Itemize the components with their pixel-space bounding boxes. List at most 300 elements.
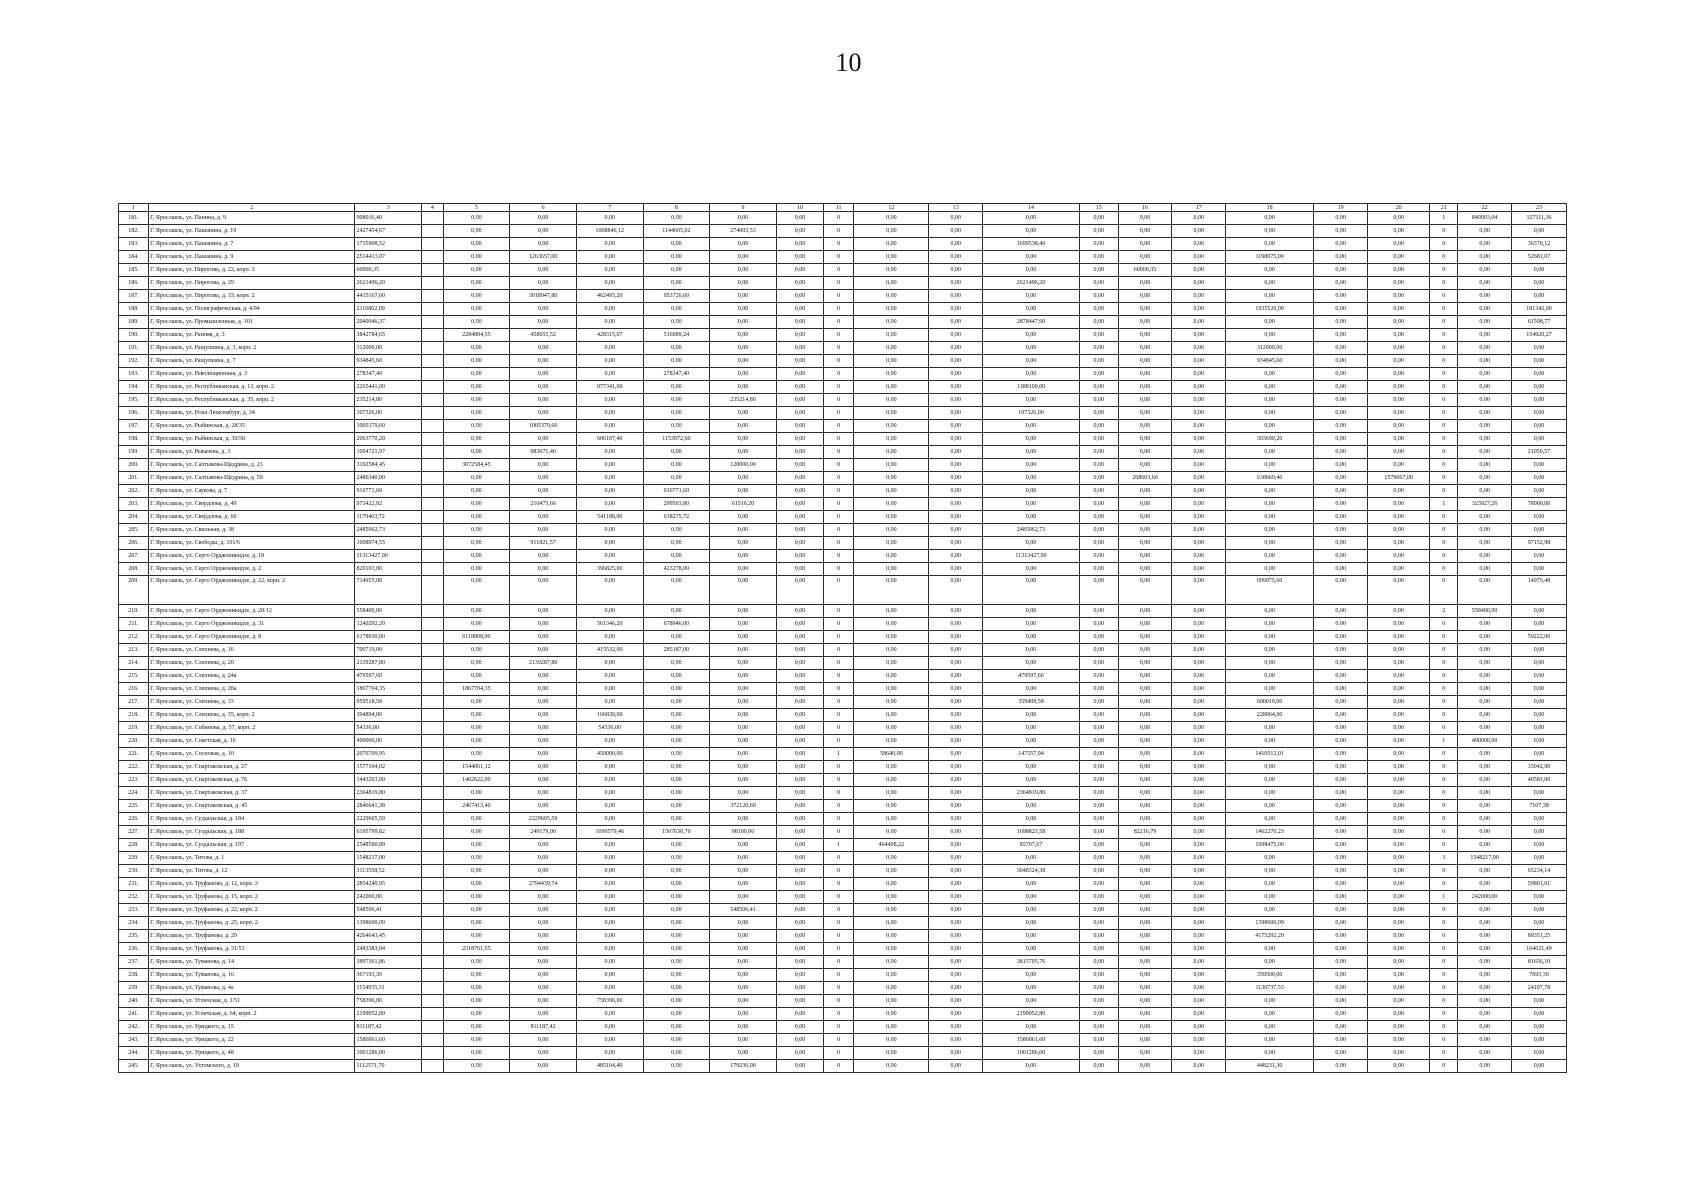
amount-cell: 0,00 (1511, 826, 1566, 839)
amount-cell: 0,00 (929, 930, 983, 943)
amount-cell: 0,00 (983, 605, 1080, 618)
amount-cell: 0,00 (776, 631, 823, 644)
amount-cell: 758396,00 (576, 995, 643, 1008)
amount-cell: 0,00 (1458, 631, 1512, 644)
amount-cell: 0,00 (776, 238, 823, 251)
amount-cell: 0,00 (983, 709, 1080, 722)
amount-cell (422, 342, 443, 355)
amount-cell: 0,00 (1458, 563, 1512, 576)
amount-cell: 0,00 (776, 563, 823, 576)
row-number-cell: 234. (119, 917, 149, 930)
row-number-cell: 225. (119, 800, 149, 813)
amount-cell: 0,00 (576, 537, 643, 550)
table-row (119, 511, 1567, 524)
row-number-cell: 206. (119, 537, 149, 550)
amount-cell: 0,00 (983, 303, 1080, 316)
amount-cell: 548506,41 (710, 904, 777, 917)
amount-cell: 0 (1430, 657, 1458, 670)
amount-cell: 0,00 (510, 238, 577, 251)
amount-cell: 0,00 (1226, 774, 1314, 787)
amount-cell: 0,00 (643, 774, 710, 787)
amount-cell: 0,00 (1118, 969, 1172, 982)
amount-cell: 0,00 (1118, 709, 1172, 722)
row-number-cell: 181. (119, 212, 149, 225)
amount-cell: 2364819,80 (355, 787, 422, 800)
address-cell: Г. Ярославль, ул. Слепнева, д. 20 (149, 657, 355, 670)
amount-cell: 0,00 (854, 722, 929, 735)
amount-cell: 0,00 (1118, 511, 1172, 524)
amount-cell: 0,00 (1367, 485, 1429, 498)
amount-cell: 0,00 (776, 1008, 823, 1021)
amount-cell: 0,00 (929, 943, 983, 956)
row-number-cell: 202. (119, 485, 149, 498)
row-number-cell: 205. (119, 524, 149, 537)
amount-cell: 0,00 (510, 683, 577, 696)
amount-cell: 0 (1430, 839, 1458, 852)
amount-cell: 2265441,00 (355, 381, 422, 394)
amount-cell: 0,00 (1458, 995, 1512, 1008)
amount-cell: 0,00 (1172, 761, 1226, 774)
amount-cell: 0,00 (1226, 891, 1314, 904)
amount-cell: 0,00 (1226, 852, 1314, 865)
amount-cell: 0,00 (1079, 865, 1118, 878)
amount-cell: 0,00 (1079, 511, 1118, 524)
amount-cell: 0 (824, 342, 854, 355)
column-number-header: 19 (1314, 204, 1368, 212)
amount-cell: 0,00 (1079, 605, 1118, 618)
amount-cell: 0,00 (1458, 537, 1512, 550)
amount-cell: 0,00 (1458, 433, 1512, 446)
amount-cell: 0,00 (1226, 238, 1314, 251)
amount-cell: 0,00 (710, 303, 777, 316)
amount-cell: 0,00 (1172, 956, 1226, 969)
amount-cell: 0 (824, 290, 854, 303)
amount-cell: 0,00 (776, 342, 823, 355)
amount-cell: 0,00 (443, 394, 510, 407)
column-number-header: 16 (1118, 204, 1172, 212)
amount-cell: 0,00 (710, 735, 777, 748)
column-number-header: 20 (1367, 204, 1429, 212)
amount-cell: 2846641,38 (355, 800, 422, 813)
row-number-cell: 236. (119, 943, 149, 956)
table-row (119, 813, 1567, 826)
column-number-header: 23 (1511, 204, 1566, 212)
amount-cell: 312000,00 (1226, 342, 1314, 355)
amount-cell: 0,00 (510, 891, 577, 904)
amount-cell: 0,00 (1172, 865, 1226, 878)
amount-cell: 0,00 (1079, 537, 1118, 550)
amount-cell: 0,00 (1314, 605, 1368, 618)
amount-cell: 0,00 (1511, 683, 1566, 696)
table-row (119, 329, 1567, 342)
amount-cell: 0,00 (1172, 394, 1226, 407)
amount-cell: 0,00 (510, 618, 577, 631)
amount-cell: 0,00 (510, 459, 577, 472)
amount-cell (422, 459, 443, 472)
amount-cell: 0,00 (1314, 264, 1368, 277)
amount-cell: 0,00 (1458, 238, 1512, 251)
table-row (119, 368, 1567, 381)
amount-cell: 3113558,52 (355, 865, 422, 878)
amount-cell: 0,00 (929, 787, 983, 800)
amount-cell: 1698823,58 (983, 826, 1080, 839)
amount-cell: 0,00 (929, 891, 983, 904)
amount-cell: 1 (824, 748, 854, 761)
amount-cell (422, 355, 443, 368)
amount-cell: 58640,00 (854, 748, 929, 761)
amount-cell: 6178030,00 (355, 631, 422, 644)
amount-cell: 2318761,55 (443, 943, 510, 956)
amount-cell: 1398600,09 (355, 917, 422, 930)
table-row (119, 670, 1567, 683)
amount-cell: 0,00 (1172, 917, 1226, 930)
amount-cell: 0 (824, 1008, 854, 1021)
amount-cell: 0,00 (576, 368, 643, 381)
amount-cell: 0,00 (643, 787, 710, 800)
amount-cell: 0,00 (1079, 904, 1118, 917)
amount-cell: 0,00 (710, 511, 777, 524)
amount-cell: 278347,40 (355, 368, 422, 381)
amount-cell: 0,00 (1172, 303, 1226, 316)
amount-cell: 0,00 (443, 644, 510, 657)
amount-cell: 11313427,00 (355, 550, 422, 563)
address-cell: Г. Ярославль, ул. Пирогова, д. 29 (149, 277, 355, 290)
amount-cell: 0 (824, 813, 854, 826)
amount-cell: 0,00 (1314, 917, 1368, 930)
amount-cell: 0,00 (854, 381, 929, 394)
amount-cell: 678946,00 (643, 618, 710, 631)
amount-cell: 1144605,02 (643, 225, 710, 238)
amount-cell: 516089,24 (643, 329, 710, 342)
row-number-cell: 197. (119, 420, 149, 433)
amount-cell: 0,00 (929, 618, 983, 631)
table-body (119, 212, 1567, 1073)
amount-cell: 0,00 (1226, 446, 1314, 459)
amount-cell (422, 761, 443, 774)
amount-cell: 0,00 (854, 407, 929, 420)
amount-cell: 0,00 (510, 917, 577, 930)
amount-cell: 490000,00 (1458, 735, 1512, 748)
amount-cell: 0 (1430, 550, 1458, 563)
amount-cell: 0,00 (1226, 563, 1314, 576)
amount-cell: 0,00 (710, 813, 777, 826)
address-cell: Г. Ярославль, ул. Урицкого, д. 22 (149, 1034, 355, 1047)
amount-cell: 0,00 (1511, 813, 1566, 826)
amount-cell: 0,00 (443, 722, 510, 735)
amount-cell: 0 (1430, 329, 1458, 342)
column-number-header: 1 (119, 204, 149, 212)
amount-cell: 0,00 (510, 511, 577, 524)
amount-cell: 0,00 (854, 316, 929, 329)
amount-cell: 0,00 (1314, 420, 1368, 433)
amount-cell: 953726,60 (643, 290, 710, 303)
amount-cell: 0 (1430, 748, 1458, 761)
amount-cell: 0,00 (776, 969, 823, 982)
amount-cell: 0 (1430, 394, 1458, 407)
amount-cell: 0,00 (643, 355, 710, 368)
amount-cell: 1410512,01 (1226, 748, 1314, 761)
amount-cell: 0,00 (443, 917, 510, 930)
amount-cell: 0,00 (1172, 852, 1226, 865)
amount-cell: 699975,60 (1226, 576, 1314, 605)
amount-cell: 0,00 (1367, 1021, 1429, 1034)
table-row (119, 982, 1567, 995)
amount-cell (422, 264, 443, 277)
amount-cell: 0,00 (576, 735, 643, 748)
amount-cell: 0,00 (1118, 839, 1172, 852)
table-row (119, 303, 1567, 316)
amount-cell: 0,00 (776, 537, 823, 550)
amount-cell: 0,00 (1367, 891, 1429, 904)
amount-cell: 0 (824, 722, 854, 735)
amount-cell: 0,00 (854, 1047, 929, 1060)
amount-cell: 0,00 (576, 904, 643, 917)
amount-cell: 0 (1430, 943, 1458, 956)
amount-cell: 0,00 (929, 826, 983, 839)
row-number-cell: 196. (119, 407, 149, 420)
amount-cell: 0,00 (443, 787, 510, 800)
amount-cell: 0,00 (983, 290, 1080, 303)
amount-cell: 0,00 (1458, 420, 1512, 433)
amount-cell: 911821,57 (510, 537, 577, 550)
amount-cell: 428315,07 (576, 329, 643, 342)
row-number-cell: 239. (119, 982, 149, 995)
amount-cell: 0,00 (1118, 212, 1172, 225)
amount-cell: 0,00 (1172, 485, 1226, 498)
amount-cell: 0,00 (710, 524, 777, 537)
amount-cell: 0,00 (1079, 238, 1118, 251)
row-number-cell: 221. (119, 748, 149, 761)
amount-cell: 0,00 (576, 800, 643, 813)
row-number-cell: 193. (119, 368, 149, 381)
amount-cell: 0 (824, 524, 854, 537)
amount-cell: 606107,40 (576, 433, 643, 446)
amount-cell: 0 (824, 735, 854, 748)
amount-cell: 0,00 (776, 290, 823, 303)
address-cell: Г. Ярославль, ул. Спартаковская, д. 27 (149, 761, 355, 774)
amount-cell: 1153972,60 (643, 433, 710, 446)
amount-cell: 0,00 (1367, 368, 1429, 381)
amount-cell: 107326,00 (983, 407, 1080, 420)
amount-cell: 0,00 (776, 355, 823, 368)
amount-cell: 0,00 (643, 943, 710, 956)
amount-cell: 0,00 (929, 420, 983, 433)
amount-cell: 0,00 (710, 722, 777, 735)
amount-cell: 0,00 (576, 420, 643, 433)
amount-cell: 0,00 (1172, 277, 1226, 290)
amount-cell: 0,00 (983, 498, 1080, 511)
amount-cell: 0,00 (643, 995, 710, 1008)
amount-cell (422, 212, 443, 225)
amount-cell: 0,00 (983, 657, 1080, 670)
amount-cell: 0,00 (983, 420, 1080, 433)
amount-cell: 0 (1430, 696, 1458, 709)
column-number-header: 6 (510, 204, 577, 212)
amount-cell (422, 865, 443, 878)
amount-cell (422, 956, 443, 969)
amount-cell: 0,00 (1079, 930, 1118, 943)
amount-cell: 0,00 (1314, 550, 1368, 563)
amount-cell: 820103,00 (355, 563, 422, 576)
amount-cell: 2063770,20 (355, 433, 422, 446)
amount-cell: 396825,00 (576, 563, 643, 576)
amount-cell: 0 (824, 212, 854, 225)
amount-cell: 0,00 (1314, 943, 1368, 956)
amount-cell: 0,00 (1458, 774, 1512, 787)
amount-cell: 0 (1430, 644, 1458, 657)
table-row (119, 576, 1567, 605)
amount-cell: 0 (1430, 969, 1458, 982)
address-cell: Г. Ярославль, ул. Полиграфическая, д. 4/94 (149, 303, 355, 316)
amount-cell: 0,00 (576, 342, 643, 355)
amount-cell: 0,00 (576, 264, 643, 277)
amount-cell: 0,00 (929, 605, 983, 618)
amount-cell: 242000,00 (1458, 891, 1512, 904)
table-row (119, 800, 1567, 813)
row-number-cell: 222. (119, 761, 149, 774)
amount-cell: 0,00 (1314, 618, 1368, 631)
table-row (119, 459, 1567, 472)
amount-cell: 0,00 (1458, 355, 1512, 368)
table-row (119, 251, 1567, 264)
amount-cell: 0 (1430, 709, 1458, 722)
amount-cell: 0,00 (1458, 290, 1512, 303)
amount-cell: 0,00 (1079, 264, 1118, 277)
amount-cell: 0,00 (1458, 303, 1512, 316)
amount-cell: 0,00 (854, 472, 929, 485)
amount-cell (422, 969, 443, 982)
amount-cell: 0,00 (776, 485, 823, 498)
amount-cell: 0,00 (576, 696, 643, 709)
address-cell: Г. Ярославль, ул. Республиканская, д. 13, корп. 2 (149, 381, 355, 394)
amount-cell: 0,00 (854, 1008, 929, 1021)
amount-cell: 541188,00 (576, 511, 643, 524)
row-number-cell: 227. (119, 826, 149, 839)
amount-cell: 0,00 (929, 277, 983, 290)
amount-cell: 0,00 (1226, 800, 1314, 813)
amount-cell: 0,00 (1314, 472, 1368, 485)
amount-cell: 0,00 (710, 878, 777, 891)
amount-cell: 0,00 (1118, 852, 1172, 865)
amount-cell: 0,00 (776, 1047, 823, 1060)
amount-cell: 0,00 (929, 631, 983, 644)
amount-cell: 4435167,60 (355, 290, 422, 303)
amount-cell: 0,00 (510, 995, 577, 1008)
amount-cell: 0,00 (776, 774, 823, 787)
amount-cell: 1198075,00 (1226, 251, 1314, 264)
amount-cell: 0,00 (510, 277, 577, 290)
amount-cell: 0 (1430, 1008, 1458, 1021)
amount-cell: 0,00 (710, 251, 777, 264)
amount-cell: 0,00 (1511, 485, 1566, 498)
amount-cell: 0,00 (1511, 264, 1566, 277)
table-row (119, 472, 1567, 485)
amount-cell (422, 670, 443, 683)
amount-cell (422, 748, 443, 761)
amount-cell: 0,00 (643, 670, 710, 683)
amount-cell: 0,00 (1118, 355, 1172, 368)
amount-cell: 1008974,55 (355, 537, 422, 550)
amount-cell: 0,00 (1511, 787, 1566, 800)
amount-cell: 0,00 (643, 904, 710, 917)
amount-cell: 0,00 (854, 498, 929, 511)
amount-cell (422, 446, 443, 459)
amount-cell: 1005379,60 (510, 420, 577, 433)
amount-cell: 934845,60 (355, 355, 422, 368)
table-row (119, 696, 1567, 709)
amount-cell: 0,00 (443, 995, 510, 1008)
amount-cell: 0,00 (1118, 446, 1172, 459)
amount-cell: 0,00 (510, 839, 577, 852)
amount-cell: 97152,98 (1511, 537, 1566, 550)
amount-cell: 7693,30 (1511, 969, 1566, 982)
amount-cell: 0,00 (443, 485, 510, 498)
amount-cell: 0,00 (776, 316, 823, 329)
amount-cell: 0,00 (1367, 1034, 1429, 1047)
amount-cell: 0,00 (643, 238, 710, 251)
amount-cell: 462493,20 (576, 290, 643, 303)
address-cell: Г. Ярославль, ул. Ращупкина, д. 7 (149, 355, 355, 368)
amount-cell: 0,00 (1226, 212, 1314, 225)
amount-cell: 0,00 (1118, 631, 1172, 644)
amount-cell: 0,00 (1314, 511, 1368, 524)
amount-cell: 0,00 (710, 839, 777, 852)
amount-cell: 1462270,23 (1226, 826, 1314, 839)
amount-cell: 0,00 (1172, 605, 1226, 618)
amount-cell: 0,00 (1458, 943, 1512, 956)
amount-cell: 0,00 (1118, 316, 1172, 329)
amount-cell: 0,00 (1226, 735, 1314, 748)
amount-cell: 0,00 (710, 605, 777, 618)
table-row (119, 277, 1567, 290)
amount-cell: 0,00 (443, 1047, 510, 1060)
amount-cell: 0,00 (1172, 329, 1226, 342)
amount-cell: 0,00 (1118, 563, 1172, 576)
amount-cell: 0,00 (576, 303, 643, 316)
amount-cell: 0,00 (1458, 1047, 1512, 1060)
amount-cell: 0,00 (776, 225, 823, 238)
amount-cell: 0,00 (983, 225, 1080, 238)
amount-cell: 0,00 (983, 800, 1080, 813)
table-row (119, 787, 1567, 800)
amount-cell: 0,00 (1118, 865, 1172, 878)
amount-cell: 0,00 (643, 813, 710, 826)
amount-cell: 0,00 (983, 355, 1080, 368)
amount-cell: 0 (824, 550, 854, 563)
amount-cell: 0,00 (1226, 407, 1314, 420)
row-number-cell: 240. (119, 995, 149, 1008)
amount-cell: 3815705,76 (983, 956, 1080, 969)
amount-cell: 0,00 (929, 433, 983, 446)
amount-cell: 0,00 (710, 852, 777, 865)
amount-cell: 0 (1430, 472, 1458, 485)
amount-cell: 0,00 (1367, 735, 1429, 748)
amount-cell: 0,00 (854, 995, 929, 1008)
amount-cell: 0,00 (1367, 774, 1429, 787)
amount-cell (422, 722, 443, 735)
amount-cell: 700719,00 (355, 644, 422, 657)
amount-cell: 0,00 (776, 251, 823, 264)
amount-cell: 0,00 (1172, 498, 1226, 511)
amount-cell: 0,00 (1118, 342, 1172, 355)
amount-cell: 0 (824, 930, 854, 943)
amount-cell: 0,00 (1367, 342, 1429, 355)
amount-cell: 0,00 (1458, 225, 1512, 238)
amount-cell: 0,00 (576, 657, 643, 670)
amount-cell: 0,00 (854, 904, 929, 917)
amount-cell: 0,00 (576, 683, 643, 696)
table-row (119, 433, 1567, 446)
